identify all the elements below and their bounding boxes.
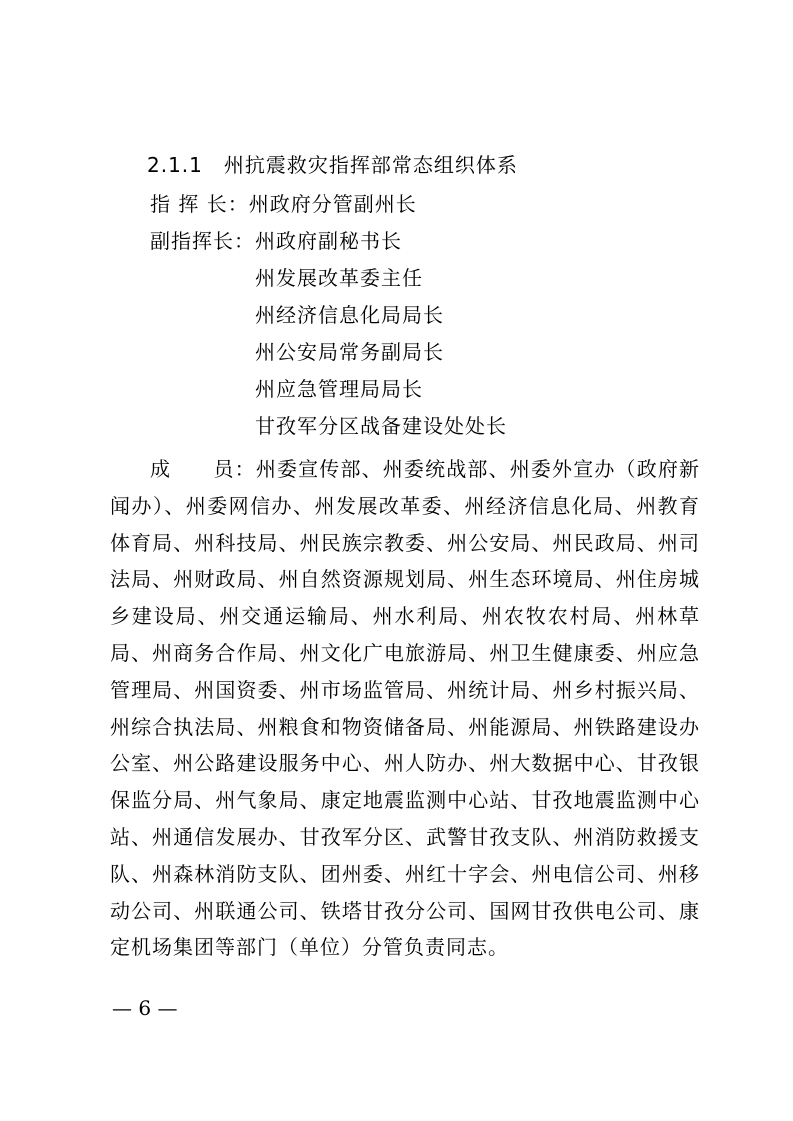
deputy-commander-item: 州经济信息化局局长 <box>255 303 444 327</box>
members-paragraph <box>110 451 700 966</box>
section-heading: 2.1.1 州抗震救灾指挥部常态组织体系 <box>147 153 518 177</box>
page-number: — 6 — <box>112 996 178 1020</box>
members-label: 成 员： <box>150 457 256 481</box>
commander-value: 州政府分管副州长 <box>248 192 417 216</box>
commander-row <box>150 192 417 216</box>
deputy-commander-item: 州公安局常务副局长 <box>255 340 444 364</box>
deputy-commander-label: 副指挥长： <box>150 229 255 253</box>
members-list: 州委宣传部、州委统战部、州委外宣办（政府新闻办）、州委网信办、州发展改革委、州经济信息化局、州教育体育局、州科技局、州民族宗教委、州公安局、州民政局、州司法局、州财政局、州自然资源规划局、州生态环境局、州住房城乡建设局、州交通运输局、州水利局、州农牧农村局、州林草局、州商务合作局、州文化广电旅游局、州卫生健康委、州应急管理局、州国资委、州市场监管局、州统计局、州乡村振兴局、州综合执法局、州粮食和物资储备局、州能源局、州铁路建设办公室、州公路建设服务中心、州人防办、州大数据中心、甘孜银保监分局、州气象局、康定地震监测中心站、甘孜地震监测中心站、州通信发展办、甘孜军分区、武警甘孜支队、州消防救援支队、州森林消防支队、团州委、州红十字会、州电信公司、州移动公司、州联通公司、铁塔甘孜分公司、国网甘孜供电公司、康定机场集团等部门（单位）分管负责同志。 <box>110 457 701 960</box>
commander-label: 指 挥 长： <box>150 192 249 216</box>
deputy-commander-value: 州政府副秘书长 <box>255 229 402 253</box>
deputy-commander-item: 州应急管理局局长 <box>255 377 423 401</box>
deputy-commander-row <box>150 229 402 253</box>
deputy-commander-item: 甘孜军分区战备建设处处长 <box>255 414 507 438</box>
deputy-commander-item: 州发展改革委主任 <box>255 266 423 290</box>
